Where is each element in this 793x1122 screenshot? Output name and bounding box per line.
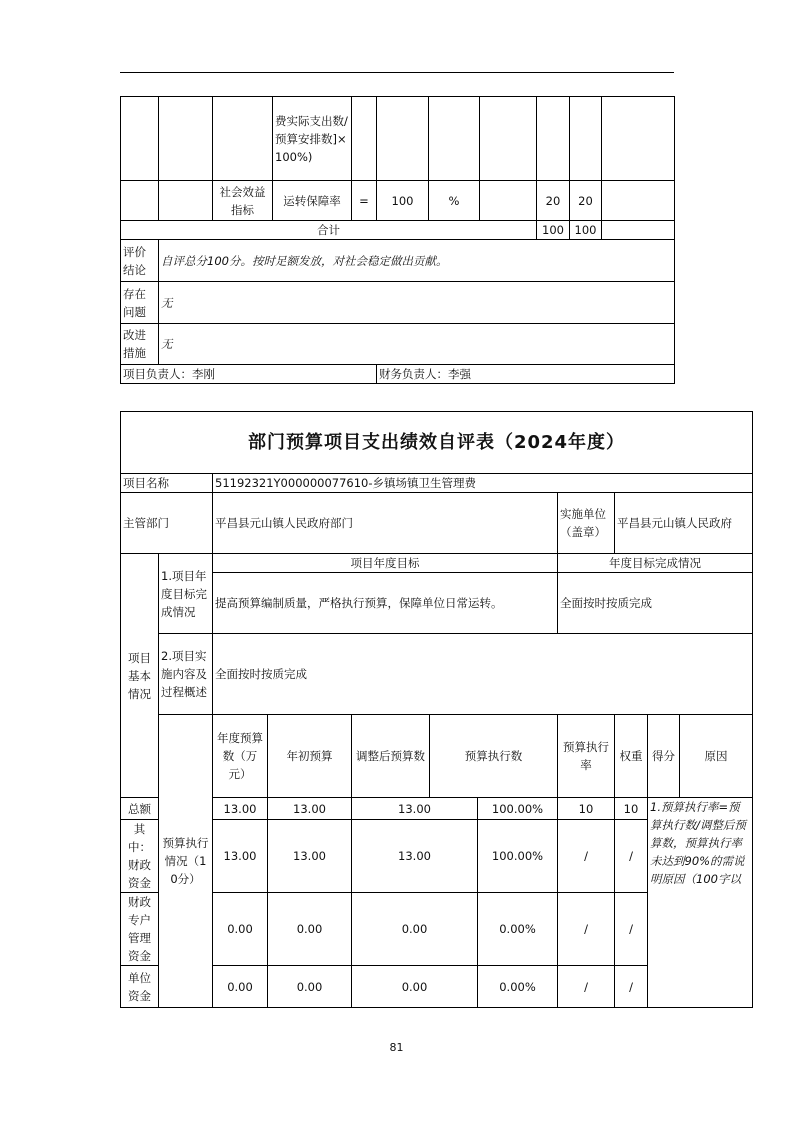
blank-cell: [213, 97, 273, 181]
header-executed: 预算执行数: [430, 715, 558, 798]
problems-label: 存在问题: [121, 282, 159, 324]
performance-indicator-table-continued: [120, 96, 675, 384]
row-initial: 13.00: [213, 798, 268, 820]
total-weight: 100: [537, 221, 570, 240]
row-weight: 10: [558, 798, 615, 820]
row-initial: 13.00: [213, 820, 268, 893]
form-title: 部门预算项目支出绩效自评表（2024年度）: [121, 412, 753, 474]
project-name-label: 项目名称: [121, 474, 213, 493]
header-rule: [120, 72, 674, 73]
row-weight: /: [558, 820, 615, 893]
social-value: 100: [377, 181, 429, 221]
dept-label: 主管部门: [121, 493, 213, 554]
social-score: 20: [570, 181, 602, 221]
project-name: 51192321Y000000077610-乡镇场镇卫生管理费: [213, 474, 753, 493]
row-label: 总额: [121, 798, 159, 820]
impl-text: 全面按时按质完成: [213, 634, 753, 715]
header-adjusted: 调整后预算数: [352, 715, 430, 798]
header-reason: 原因: [680, 715, 753, 798]
problems-text: 无: [159, 282, 675, 324]
row-weight: /: [558, 966, 615, 1008]
row-label: 单位资金: [121, 966, 159, 1008]
reason-text: 1.预算执行率=预算执行数/调整后预算数，预算执行率未达到90%的需说明原因（100字以: [648, 798, 753, 1008]
annual-goal-header: 项目年度目标: [213, 554, 558, 573]
finance-leader: 财务负责人：李强: [377, 365, 675, 384]
row-rate: 100.00%: [478, 798, 558, 820]
row-rate: 0.00%: [478, 893, 558, 966]
header-annual-budget: 年度预算数（万元）: [213, 715, 268, 798]
row-rate: 0.00%: [478, 966, 558, 1008]
row-executed: 13.00: [352, 798, 478, 820]
formula-text: 费实际支出数/预算安排数]×100%): [273, 97, 352, 181]
row-score: /: [615, 820, 648, 893]
goal-status-header: 年度目标完成情况: [558, 554, 753, 573]
evaluation-text: 自评总分100分。按时足额发放，对社会稳定做出贡献。: [159, 240, 675, 282]
row-initial: 0.00: [213, 966, 268, 1008]
row-adjusted: 13.00: [268, 820, 352, 893]
row-score: /: [615, 893, 648, 966]
row-score: /: [615, 966, 648, 1008]
total-score: 100: [570, 221, 602, 240]
total-label: 合计: [121, 221, 537, 240]
evaluation-label: 评价结论: [121, 240, 159, 282]
goal-label: 1.项目年度目标完成情况: [159, 554, 213, 634]
page-number: 81: [389, 1041, 404, 1054]
row-adjusted: 0.00: [268, 893, 352, 966]
social-weight: 20: [537, 181, 570, 221]
row-label: 其中：财政资金: [121, 820, 159, 893]
row-executed: 0.00: [352, 893, 478, 966]
blank-cell: [159, 97, 213, 181]
dept: 平昌县元山镇人民政府部门: [213, 493, 558, 554]
annual-goal-text: 提高预算编制质量，严格执行预算，保障单位日常运转。: [213, 573, 558, 634]
header-rate: 预算执行率: [558, 715, 615, 798]
row-score: 10: [615, 798, 648, 820]
row-adjusted: 0.00: [268, 966, 352, 1008]
impl-unit-label: 实施单位（盖章）: [558, 493, 615, 554]
improve-label: 改进措施: [121, 324, 159, 365]
goal-status-text: 全面按时按质完成: [558, 573, 753, 634]
basic-info-label: 项目基本情况: [121, 554, 159, 798]
project-leader: 项目负责人：李刚: [121, 365, 377, 384]
self-evaluation-form: [120, 411, 753, 1008]
impl-label: 2.项目实施内容及过程概述: [159, 634, 213, 715]
row-weight: /: [558, 893, 615, 966]
row-label: 财政专户管理资金: [121, 893, 159, 966]
table-row: [121, 798, 753, 820]
row-executed: 0.00: [352, 966, 478, 1008]
impl-unit: 平昌县元山镇人民政府: [615, 493, 753, 554]
social-item: 运转保障率: [273, 181, 352, 221]
header-weight: 权重: [615, 715, 648, 798]
improve-text: 无: [159, 324, 675, 365]
row-adjusted: 13.00: [268, 798, 352, 820]
row-executed: 13.00: [352, 820, 478, 893]
header-initial: 年初预算: [268, 715, 352, 798]
social-operator: =: [352, 181, 377, 221]
header-score: 得分: [648, 715, 680, 798]
exec-label: 预算执行情况（10分）: [159, 715, 213, 1008]
blank-cell: [121, 97, 159, 181]
social-unit: %: [429, 181, 480, 221]
row-rate: 100.00%: [478, 820, 558, 893]
row-initial: 0.00: [213, 893, 268, 966]
social-indicator-label: 社会效益指标: [213, 181, 273, 221]
